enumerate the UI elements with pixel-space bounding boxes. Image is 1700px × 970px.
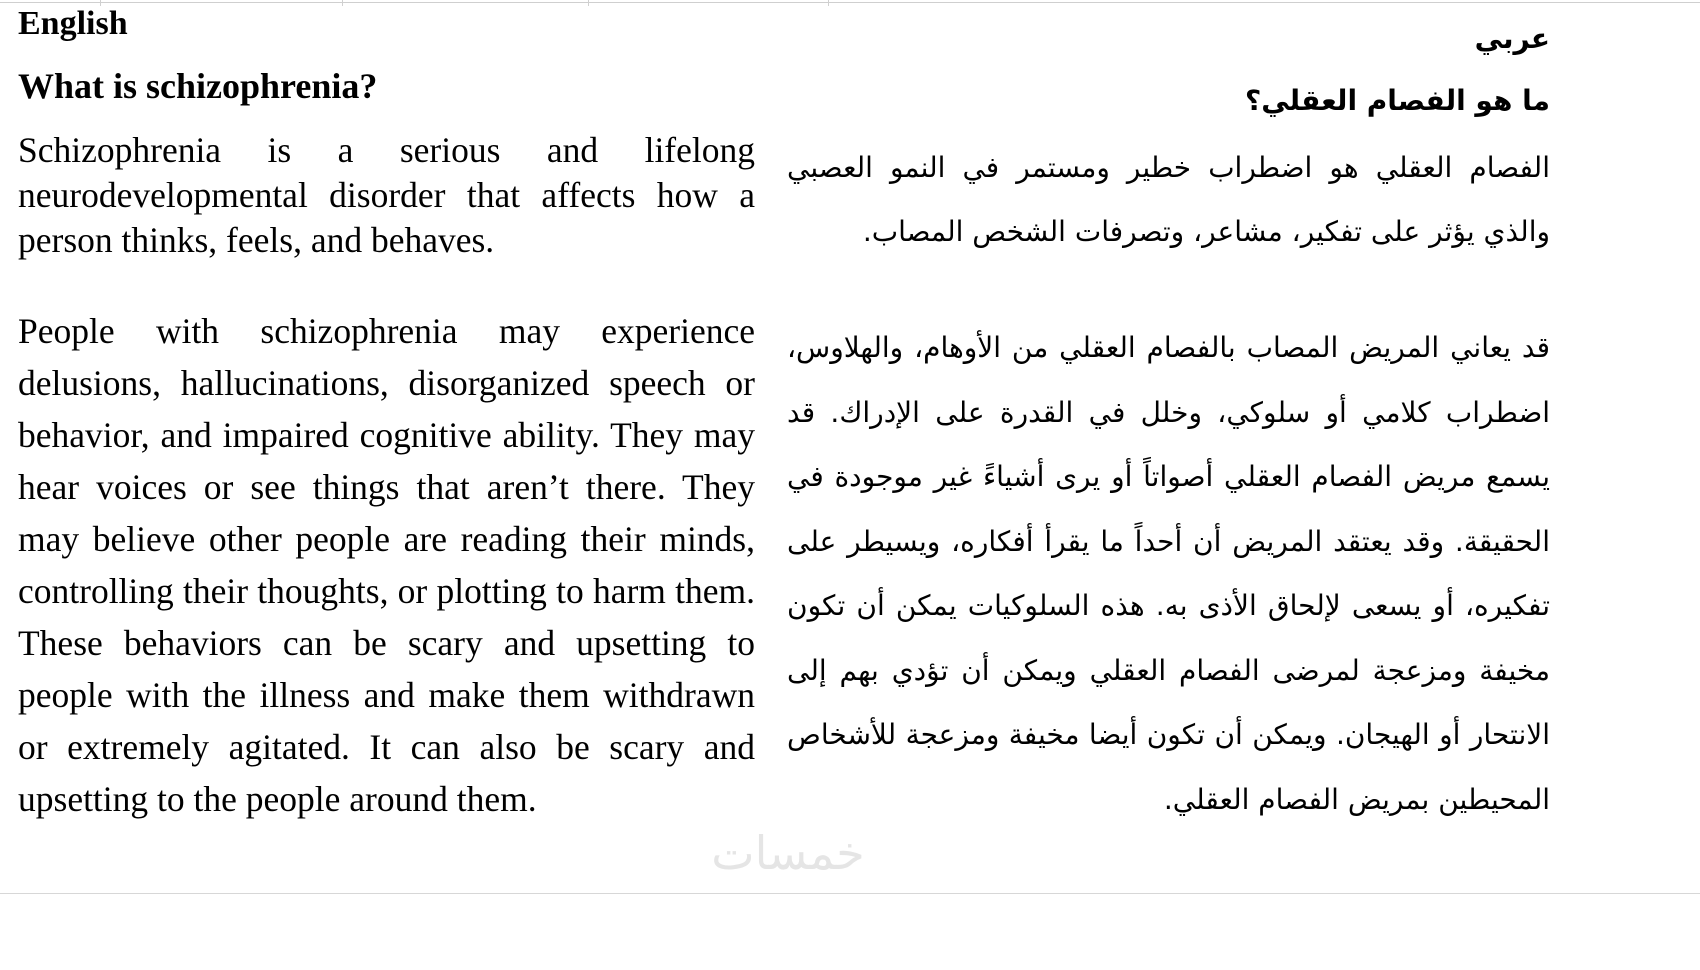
english-paragraph-2: People with schizophrenia may experience delusions, hallucinations, disorganized speech or behavior, and impaired cognitive ability. They may hear voices or see things that aren’t there. They may believe other people are reading their minds, controlling their thoughts, or plotting to harm them. These behaviors can be scary and upsetting to people with the illness and make them withdrawn or extremely agitated. It can also be scary and upsetting to the people around them. xyxy=(18,311,755,819)
arabic-heading: عربي xyxy=(1474,22,1550,55)
english-column xyxy=(18,4,755,825)
english-heading: English xyxy=(18,5,128,42)
arabic-paragraph-2: قد يعاني المريض المصاب بالفصام العقلي من الأوهام، والهلاوس، اضطراب كلامي أو سلوكي، وخلل في القدرة على الإدراك. قد يسمع مريض الفصام العقلي أصواتاً أو يرى أشياءً غير موجودة في الحقيقة. وقد يعتقد المريض أن أحداً ما يقرأ أفكاره، ويسيطر على تفكيره، أو يسعى لإلحاق الأذى به. هذه السلوكيات يمكن أن تكون مخيفة ومزعجة لمرضى الفصام العقلي ويمكن أن تؤدي بهم إلى الانتحار أو الهيجان. ويمكن أن تكون أيضا مخيفة ومزعجة للأشخاص المحيطين بمريض الفصام العقلي. xyxy=(787,331,1550,816)
watermark-logo: خمسات xyxy=(711,826,865,880)
english-paragraph-1: Schizophrenia is a serious and lifelong neurodevelopmental disorder that affects how a person thinks, feels, and behaves. xyxy=(18,130,755,260)
arabic-paragraph-1: الفصام العقلي هو اضطراب خطير ومستمر في النمو العصبي والذي يؤثر على تفكير، مشاعر، وتصرفات الشخص المصاب. xyxy=(787,151,1550,248)
top-border xyxy=(0,2,1700,3)
bottom-border xyxy=(0,893,1700,894)
table-column-mark xyxy=(828,0,829,6)
arabic-title: ما هو الفصام العقلي؟ xyxy=(1244,84,1550,117)
english-title: What is schizophrenia? xyxy=(18,66,378,106)
arabic-column xyxy=(787,14,1550,832)
